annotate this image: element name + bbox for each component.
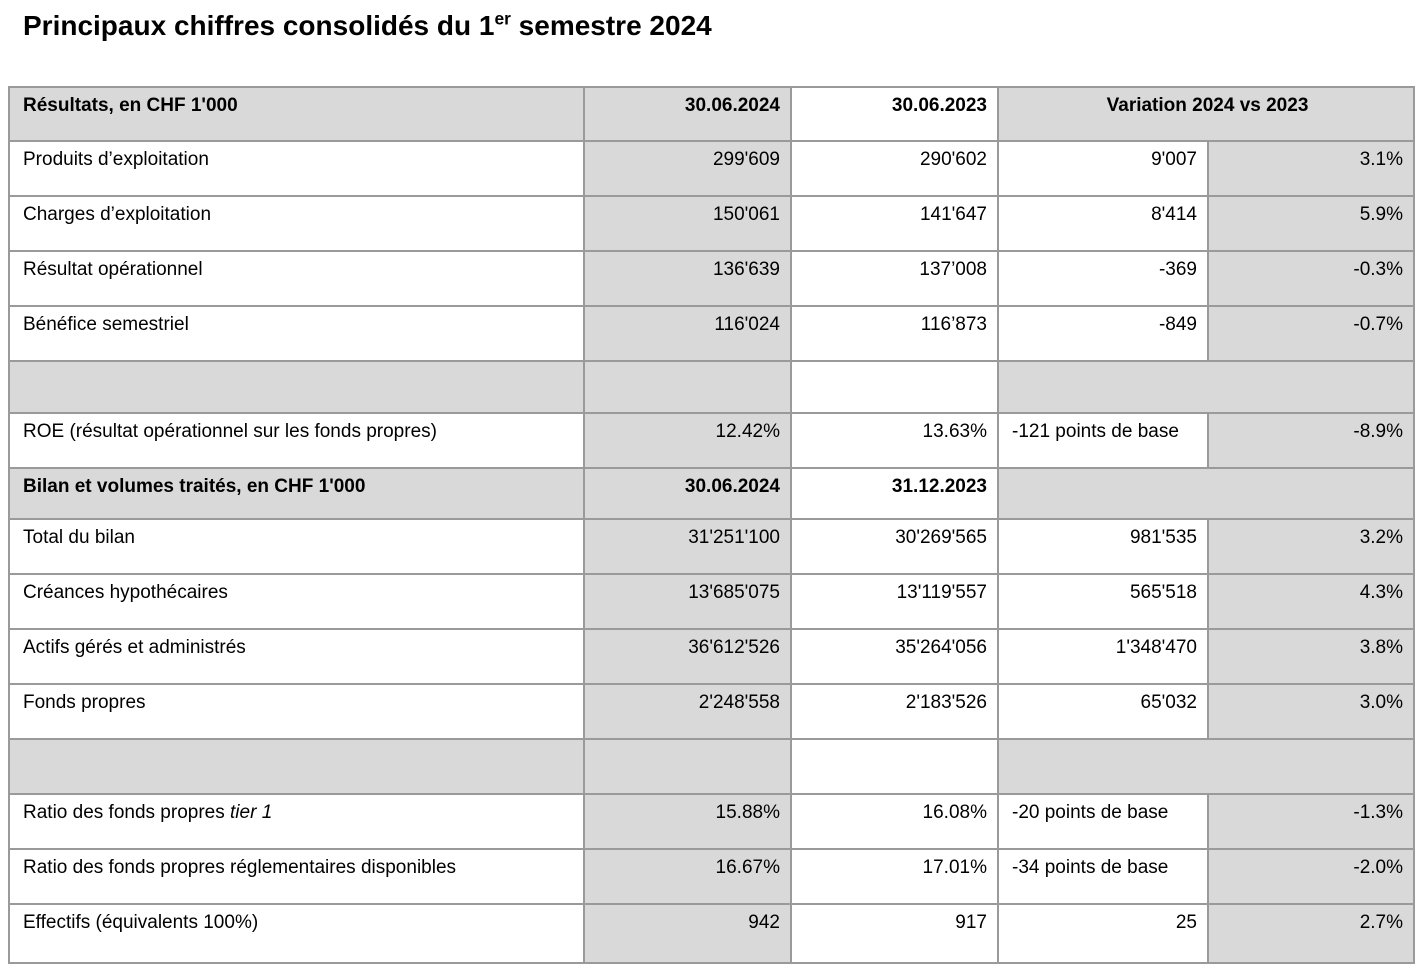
value-2023: 917 xyxy=(791,904,998,963)
section-header-label: Bilan et volumes traités, en CHF 1'000 xyxy=(9,468,584,519)
spacer-row xyxy=(9,361,1414,413)
spacer-cell xyxy=(584,739,791,794)
title-superscript: er xyxy=(494,8,511,29)
consolidated-figures-table xyxy=(8,86,1415,964)
column-header-2024: 30.06.2024 xyxy=(584,468,791,519)
column-header-variation-empty xyxy=(998,468,1414,519)
variation-abs: 981'535 xyxy=(998,519,1208,574)
row-label: Effectifs (équivalents 100%) xyxy=(9,904,584,963)
variation-pct: -0.3% xyxy=(1208,251,1414,306)
value-2023: 17.01% xyxy=(791,849,998,904)
variation-abs: -121 points de base xyxy=(998,413,1208,468)
column-header-variation: Variation 2024 vs 2023 xyxy=(998,87,1414,141)
variation-pct: -0.7% xyxy=(1208,306,1414,361)
row-label: Charges d’exploitation xyxy=(9,196,584,251)
spacer-cell xyxy=(9,739,584,794)
value-2023: 16.08% xyxy=(791,794,998,849)
variation-abs: -34 points de base xyxy=(998,849,1208,904)
column-header-2023: 30.06.2023 xyxy=(791,87,998,141)
variation-pct: -2.0% xyxy=(1208,849,1414,904)
row-label: Bénéfice semestriel xyxy=(9,306,584,361)
row-label: Total du bilan xyxy=(9,519,584,574)
value-2023: 35'264'056 xyxy=(791,629,998,684)
variation-pct: -8.9% xyxy=(1208,413,1414,468)
spacer-row xyxy=(9,739,1414,794)
table-row-ratio-tier1 xyxy=(9,794,1414,849)
value-2024: 2'248'558 xyxy=(584,684,791,739)
variation-pct: 2.7% xyxy=(1208,904,1414,963)
section-header-label: Résultats, en CHF 1'000 xyxy=(9,87,584,141)
table-row-effectifs xyxy=(9,904,1414,963)
table-row-fonds-propres xyxy=(9,684,1414,739)
table-row-creances-hypothecaires xyxy=(9,574,1414,629)
spacer-cell xyxy=(791,361,998,413)
variation-pct: -1.3% xyxy=(1208,794,1414,849)
value-2023: 116’873 xyxy=(791,306,998,361)
variation-pct: 3.8% xyxy=(1208,629,1414,684)
table-row-benefice-semestriel xyxy=(9,306,1414,361)
variation-pct: 3.1% xyxy=(1208,141,1414,196)
title-text: Principaux chiffres consolidés du 1 xyxy=(23,10,495,41)
value-2024: 15.88% xyxy=(584,794,791,849)
table-row-total-bilan xyxy=(9,519,1414,574)
row-label xyxy=(9,794,584,849)
variation-abs: -849 xyxy=(998,306,1208,361)
variation-abs: 565'518 xyxy=(998,574,1208,629)
row-label: Produits d’exploitation xyxy=(9,141,584,196)
column-header-2023: 31.12.2023 xyxy=(791,468,998,519)
table-row-resultat-operationnel xyxy=(9,251,1414,306)
row-label: Résultat opérationnel xyxy=(9,251,584,306)
variation-pct: 4.3% xyxy=(1208,574,1414,629)
variation-abs: -369 xyxy=(998,251,1208,306)
value-2024: 13'685'075 xyxy=(584,574,791,629)
header-row-bilan xyxy=(9,468,1414,519)
value-2024: 136'639 xyxy=(584,251,791,306)
row-label: ROE (résultat opérationnel sur les fonds propres) xyxy=(9,413,584,468)
value-2024: 116'024 xyxy=(584,306,791,361)
row-label-italic: tier 1 xyxy=(230,802,273,823)
variation-pct: 3.2% xyxy=(1208,519,1414,574)
spacer-cell xyxy=(584,361,791,413)
value-2023: 290'602 xyxy=(791,141,998,196)
variation-abs: 65'032 xyxy=(998,684,1208,739)
table-row-charges-exploitation xyxy=(9,196,1414,251)
row-label-text: Ratio des fonds propres xyxy=(23,802,231,823)
row-label: Fonds propres xyxy=(9,684,584,739)
spacer-cell xyxy=(9,361,584,413)
value-2023: 2'183'526 xyxy=(791,684,998,739)
table-row-roe xyxy=(9,413,1414,468)
table-row-actifs-geres xyxy=(9,629,1414,684)
value-2024: 942 xyxy=(584,904,791,963)
variation-abs: 25 xyxy=(998,904,1208,963)
value-2024: 16.67% xyxy=(584,849,791,904)
value-2023: 30'269'565 xyxy=(791,519,998,574)
variation-abs: 1'348'470 xyxy=(998,629,1208,684)
table-row-ratio-reglementaires xyxy=(9,849,1414,904)
value-2023: 13'119'557 xyxy=(791,574,998,629)
spacer-cell xyxy=(791,739,998,794)
value-2023: 137’008 xyxy=(791,251,998,306)
value-2024: 12.42% xyxy=(584,413,791,468)
row-label: Actifs gérés et administrés xyxy=(9,629,584,684)
value-2023: 141'647 xyxy=(791,196,998,251)
header-row-resultats xyxy=(9,87,1414,141)
value-2024: 36'612'526 xyxy=(584,629,791,684)
value-2024: 31'251'100 xyxy=(584,519,791,574)
row-label: Créances hypothécaires xyxy=(9,574,584,629)
variation-pct: 3.0% xyxy=(1208,684,1414,739)
spacer-cell xyxy=(998,361,1414,413)
table-row-produits-exploitation xyxy=(9,141,1414,196)
variation-abs: 8'414 xyxy=(998,196,1208,251)
page-title xyxy=(23,10,712,42)
value-2024: 150'061 xyxy=(584,196,791,251)
variation-pct: 5.9% xyxy=(1208,196,1414,251)
spacer-cell xyxy=(998,739,1414,794)
title-text-tail: semestre 2024 xyxy=(510,10,712,41)
column-header-2024: 30.06.2024 xyxy=(584,87,791,141)
value-2023: 13.63% xyxy=(791,413,998,468)
row-label: Ratio des fonds propres réglementaires disponibles xyxy=(9,849,584,904)
variation-abs: -20 points de base xyxy=(998,794,1208,849)
variation-abs: 9'007 xyxy=(998,141,1208,196)
value-2024: 299'609 xyxy=(584,141,791,196)
